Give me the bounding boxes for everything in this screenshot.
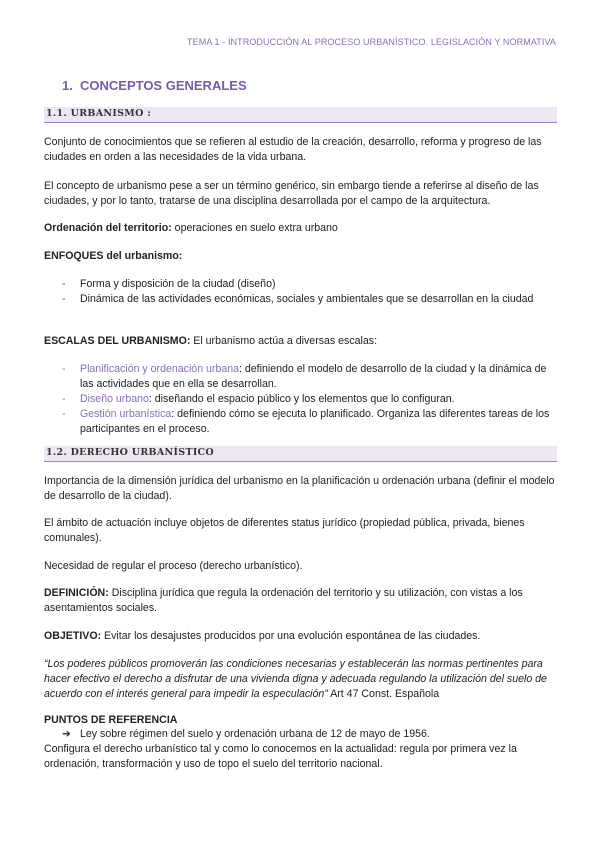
paragraph-urbanismo-definition: Conjunto de conocimientos que se refieren al estudio de la creación, desarrollo, reforma y progreso de las ciudades en orden a las necesidades de la vida urbana.: [44, 136, 542, 163]
ordenacion-label: Ordenación del territorio:: [44, 222, 172, 234]
ley-item: [62, 727, 430, 742]
escala-term: Diseño urbano: [80, 393, 149, 405]
list-item: - Forma y disposición de la ciudad (diseño): [62, 278, 276, 290]
paragraph-escalas: [44, 334, 559, 349]
section-title: CONCEPTOS GENERALES: [80, 78, 247, 93]
quote-text: “Los poderes públicos promoverán las condiciones necesarias y establecerán las normas pertinentes para hacer efectivo el derecho a disfrutar de una vivienda digna y adecuada regulando la utilización del suelo de acuerdo con el interés general para impedir la especulación”: [44, 658, 547, 700]
puntos-title: PUNTOS DE REFERENCIA: [44, 714, 178, 726]
subsection-title: 1.1. URBANISMO :: [46, 108, 152, 119]
escala-term: Gestión urbanística: [80, 408, 172, 420]
paragraph-ambito: El ámbito de actuación incluye objetos de diferentes status jurídico (propiedad pública, privada, bienes comunales).: [44, 517, 525, 544]
escala-term: Planificación y ordenación urbana: [80, 363, 240, 375]
paragraph-necesidad: Necesidad de regular el proceso (derecho urbanístico).: [44, 560, 303, 572]
paragraph-ley-description: Configura el derecho urbanístico tal y como lo conocemos en la actualidad: regula por primera vez la ordenación, transformación y uso de topo el suelo del territorio nacional.: [44, 743, 517, 770]
objetivo-text: Evitar los desajustes producidos por una evolución espontánea de las ciudades.: [101, 630, 481, 642]
quote-source: Art 47 Const. Española: [327, 688, 440, 700]
ordenacion-text: operaciones en suelo extra urbano: [171, 222, 338, 234]
paragraph-urbanismo-concept: El concepto de urbanismo pese a ser un término genérico, sin embargo tiende a referirse al diseño de las ciudades, y por lo tanto, tratarse de una disciplina desarrollada por el campo de la arquitectura.: [44, 180, 539, 207]
paragraph-definicion: [44, 586, 559, 616]
arrow-right-icon: ➔: [62, 728, 71, 740]
definicion-label: DEFINICIÓN:: [44, 587, 109, 599]
enfoques-list: [44, 277, 559, 307]
list-item: - Planificación y ordenación urbana: definiendo el modelo de desarrollo de la ciudad y la dinámica de las actividades que en ella se desarrollan.: [62, 363, 547, 390]
subsection-heading-urbanismo: [44, 107, 557, 123]
paragraph-objetivo: [44, 629, 559, 644]
section-heading: [62, 78, 247, 93]
objetivo-label: OBJETIVO:: [44, 630, 102, 642]
constitution-quote: [44, 657, 559, 702]
running-header: TEMA 1 - INTRODUCCIÓN AL PROCESO URBANÍSTICO. LEGISLACIÓN Y NORMATIVA: [187, 37, 556, 47]
enfoques-title: ENFOQUES del urbanismo:: [44, 250, 183, 262]
paragraph-importancia: Importancia de la dimensión jurídica del urbanismo en la planificación u ordenación urbana (definir el modelo de desarrollo de la ciudad).: [44, 475, 555, 502]
subsection-title: 1.2. DERECHO URBANÍSTICO: [46, 447, 214, 458]
escalas-list: [44, 362, 559, 437]
definicion-text: Disciplina jurídica que regula la ordenación del territorio y su utilización, con vistas a los asentamientos sociales.: [44, 587, 523, 614]
ley-text: Ley sobre régimen del suelo y ordenación urbana de 12 de mayo de 1956.: [80, 728, 430, 740]
list-item: - Diseño urbano: diseñando el espacio público y los elementos que lo configuran.: [62, 393, 455, 405]
paragraph-ordenacion: [44, 221, 559, 236]
section-number: 1.: [62, 78, 73, 93]
escalas-label: ESCALAS DEL URBANISMO:: [44, 335, 191, 347]
escalas-text: El urbanismo actúa a diversas escalas:: [190, 335, 378, 347]
subsection-heading-derecho: [44, 446, 557, 462]
list-item: - Dinámica de las actividades económicas, sociales y ambientales que se desarrollan en la ciudad: [62, 293, 534, 305]
list-item: - Gestión urbanística: definiendo cómo se ejecuta lo planificado. Organiza las diferentes tareas de los participantes en el proceso.: [62, 408, 550, 435]
